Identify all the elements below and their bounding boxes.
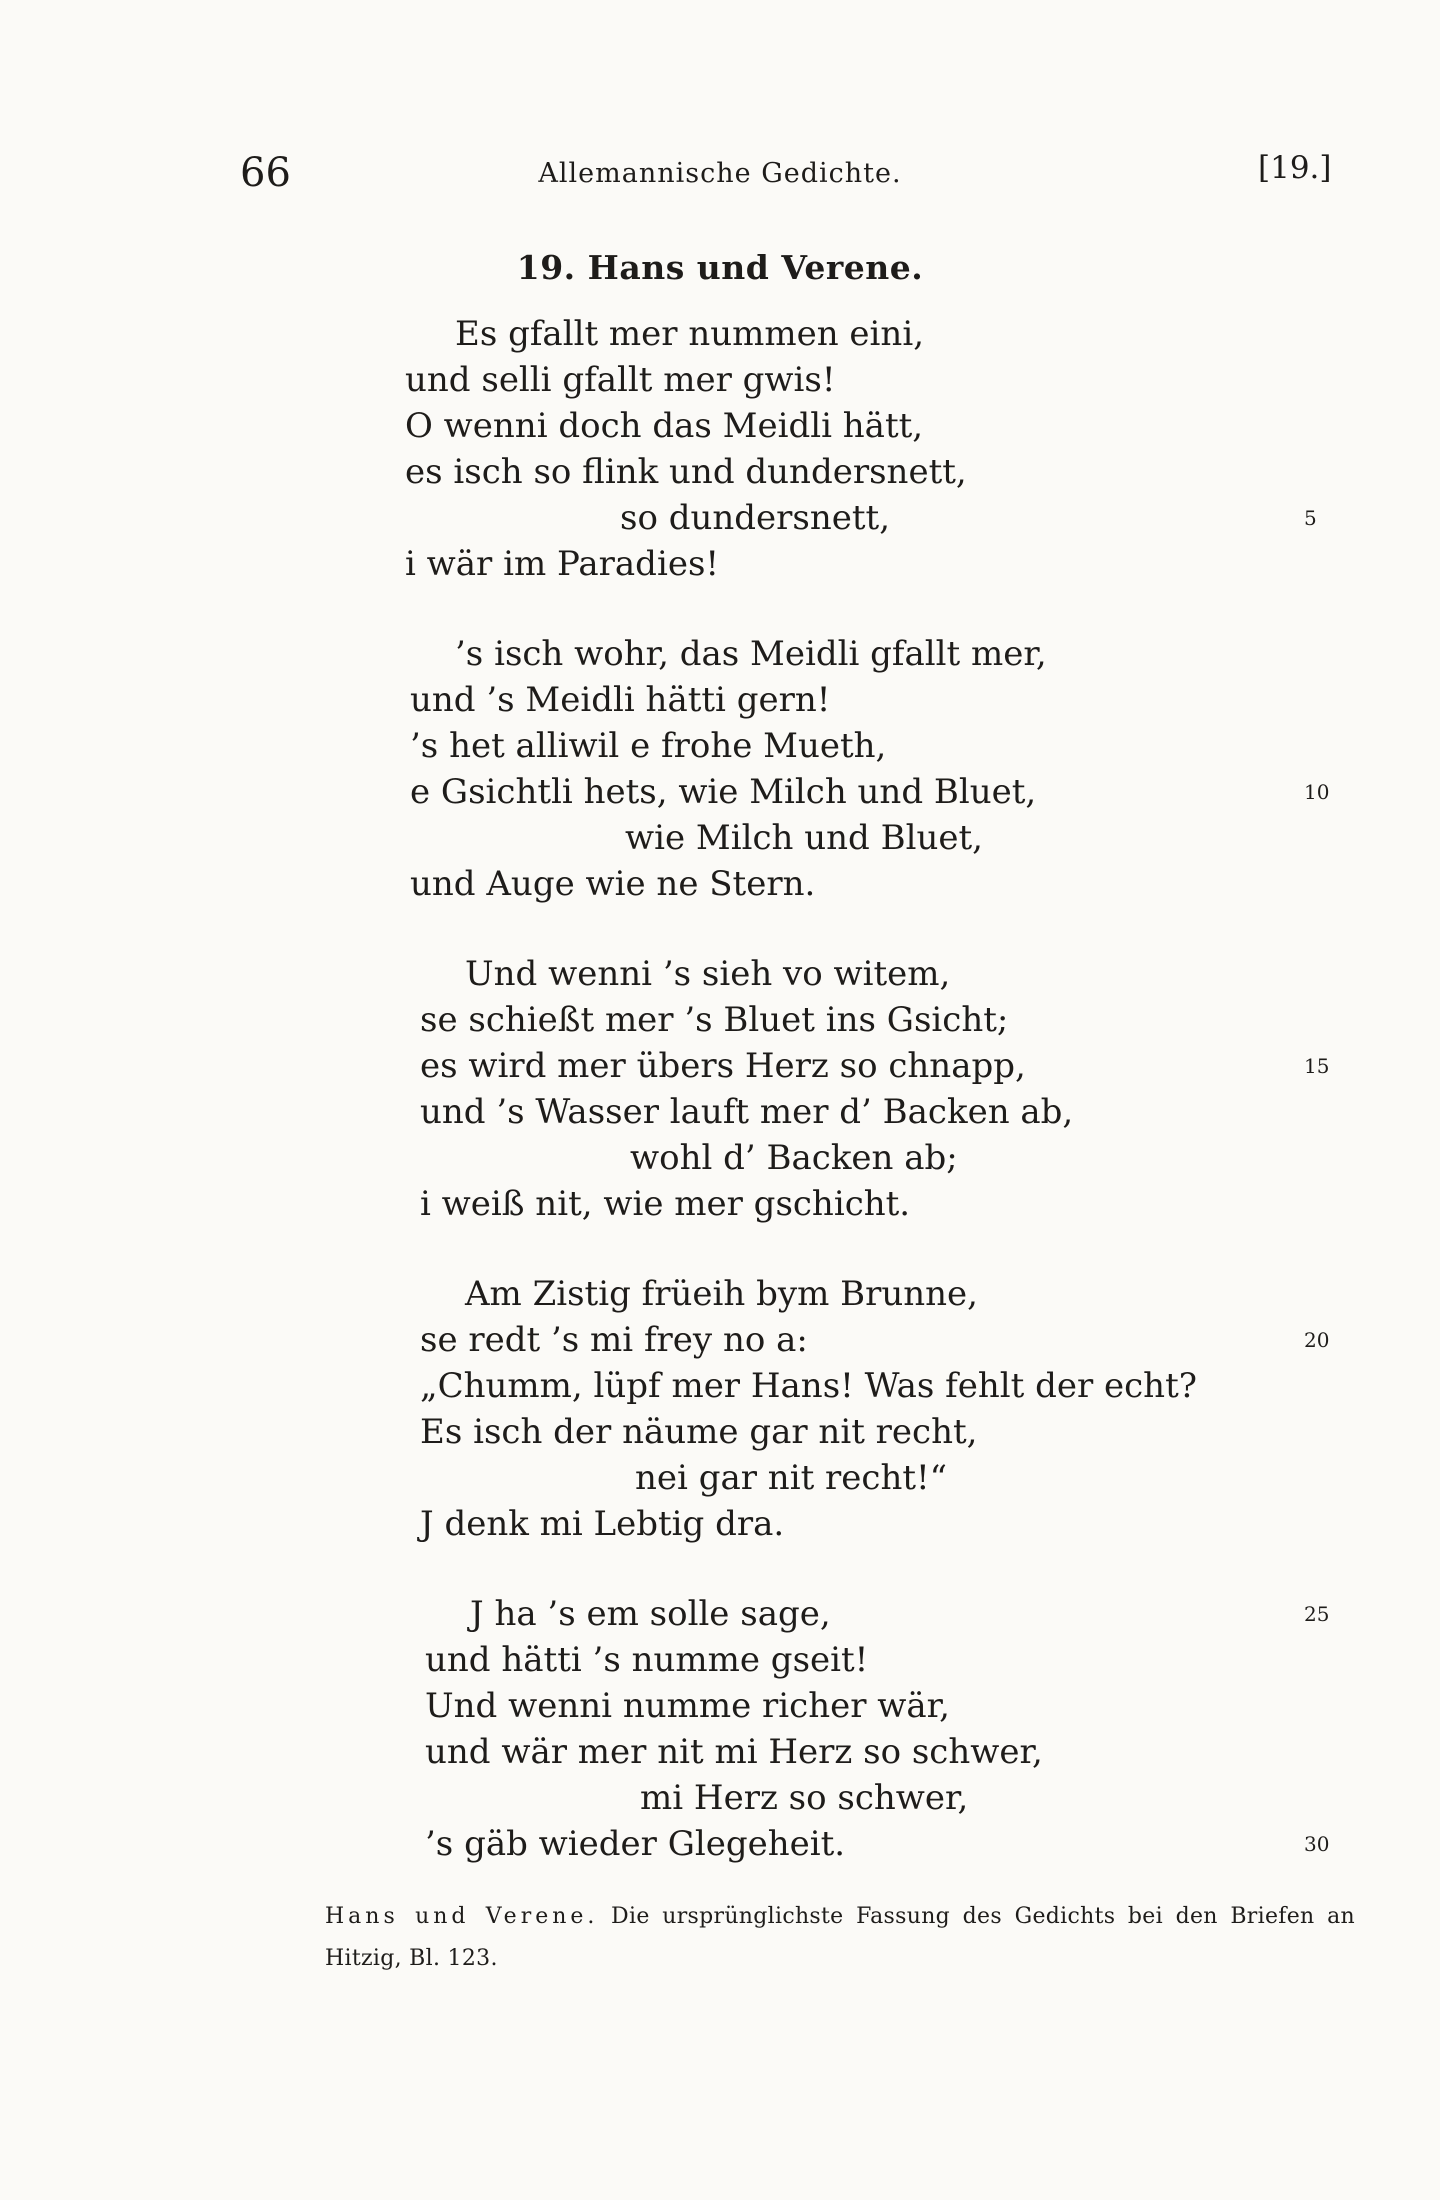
line-number: 15: [1304, 1054, 1330, 1078]
line-number: 25: [1304, 1602, 1330, 1626]
verse-line: Am Zistig früeih bym Brunne,: [465, 1274, 978, 1314]
verse-line: i wär im Paradies!: [405, 544, 720, 584]
verse-line: e Gsichtli hets, wie Milch und Bluet,: [410, 772, 1037, 812]
page-number: 66: [240, 150, 291, 196]
verse-line: J ha ’s em solle sage,: [470, 1594, 831, 1634]
verse-line: ’s gäb wieder Glegeheit.: [425, 1824, 846, 1864]
line-number: 5: [1304, 506, 1317, 530]
verse-line: und ’s Wasser lauft mer d’ Backen ab,: [420, 1092, 1074, 1132]
verse-line: Es isch der näume gar nit recht,: [420, 1412, 978, 1452]
verse-line: und hätti ’s numme gseit!: [425, 1640, 869, 1680]
verse-line: „Chumm, lüpf mer Hans! Was fehlt der echt?: [420, 1366, 1197, 1406]
verse-line: J denk mi Lebtig dra.: [420, 1504, 785, 1544]
verse-line: Und wenni numme richer wär,: [425, 1686, 950, 1726]
verse-line: so dundersnett,: [620, 498, 891, 538]
verse-line: wohl d’ Backen ab;: [630, 1138, 958, 1178]
verse-line: nei gar nit recht!“: [635, 1458, 948, 1498]
verse-line: ’s het alliwil e frohe Mueth,: [410, 726, 887, 766]
verse-line: O wenni doch das Meidli hätt,: [405, 406, 924, 446]
verse-line: und wär mer nit mi Herz so schwer,: [425, 1732, 1043, 1772]
footnote-text: Die ursprünglichste Fassung des Gedichts bei den Briefen an Hitzig, Bl. 123.: [325, 1904, 1356, 1971]
poem-title: 19. Hans und Verene.: [516, 248, 924, 287]
running-title: Allemannische Gedichte.: [538, 158, 902, 189]
verse-line: se schießt mer ’s Bluet ins Gsicht;: [420, 1000, 1009, 1040]
poem-reference: [19.]: [1258, 150, 1332, 186]
verse-line: mi Herz so schwer,: [640, 1778, 969, 1818]
verse-line: und ’s Meidli hätti gern!: [410, 680, 831, 720]
verse-line: se redt ’s mi frey no a:: [420, 1320, 808, 1360]
verse-line: wie Milch und Bluet,: [625, 818, 983, 858]
line-number: 30: [1304, 1832, 1330, 1856]
verse-line: es isch so flink und dundersnett,: [405, 452, 967, 492]
verse-line: Und wenni ’s sieh vo witem,: [465, 954, 951, 994]
verse-line: i weiß nit, wie mer gschicht.: [420, 1184, 911, 1224]
verse-line: und Auge wie ne Stern.: [410, 864, 816, 904]
line-number: 10: [1304, 780, 1330, 804]
verse-line: es wird mer übers Herz so chnapp,: [420, 1046, 1026, 1086]
page-header: [0, 150, 1440, 210]
verse-line: Es gfallt mer nummen eini,: [455, 314, 925, 354]
line-number: 20: [1304, 1328, 1330, 1352]
verse-line: und selli gfallt mer gwis!: [405, 360, 836, 400]
verse-line: ’s isch wohr, das Meidli gfallt mer,: [455, 634, 1047, 674]
footnote-title: Hans und Verene.: [325, 1904, 599, 1929]
footnote: [325, 1896, 1355, 1980]
